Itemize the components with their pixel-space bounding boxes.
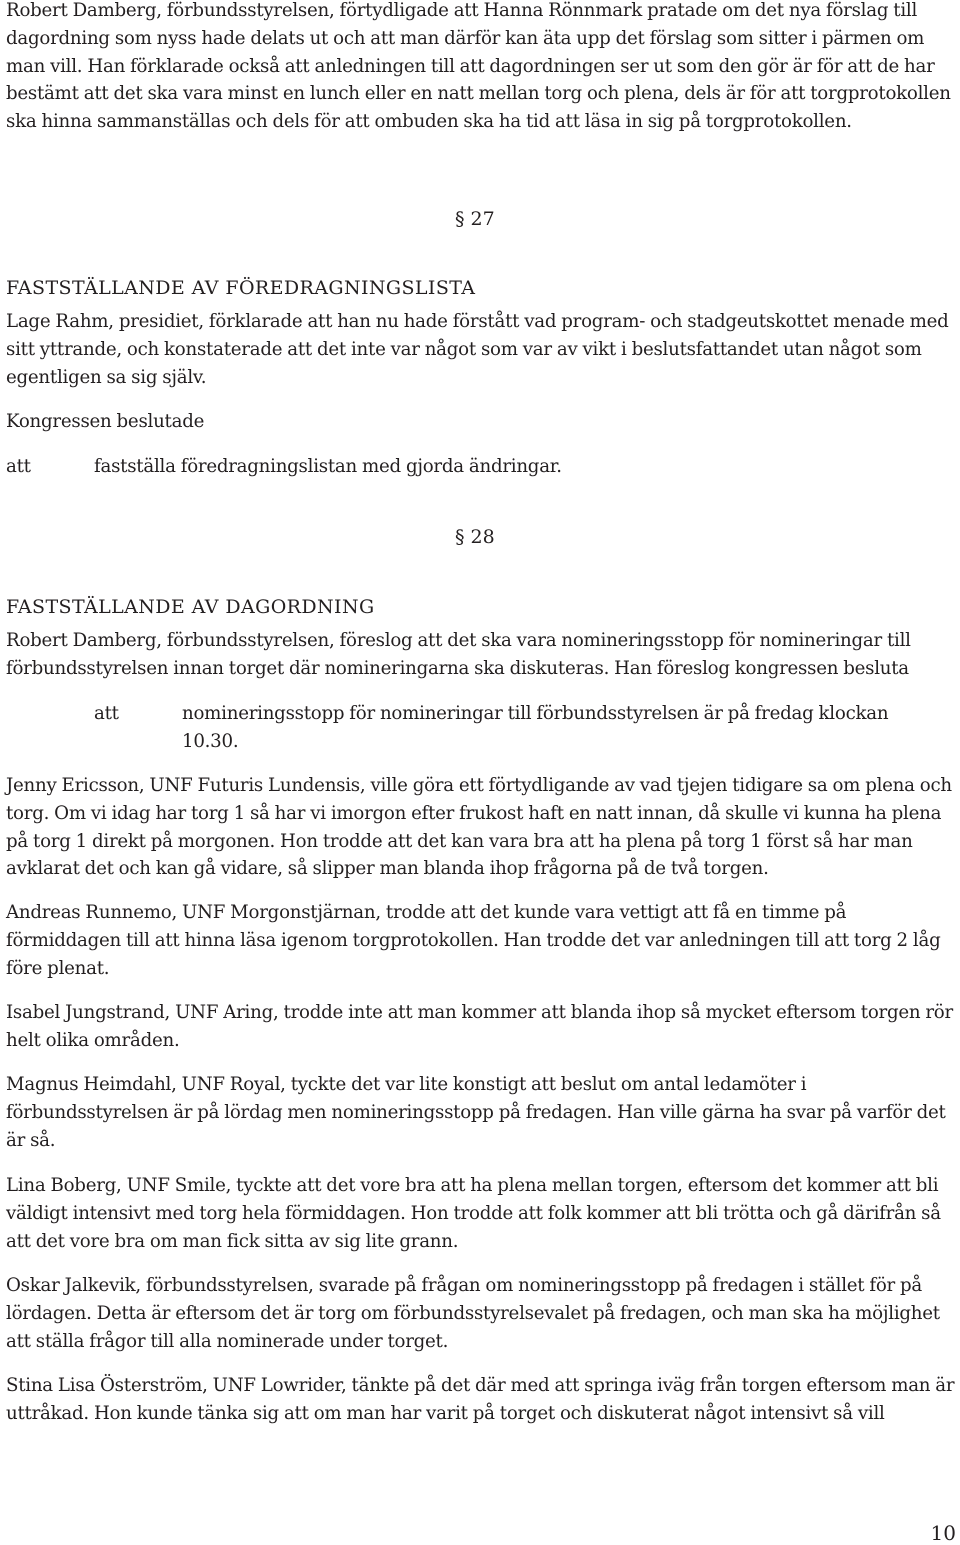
heading-faststallande-dagordning: FASTSTÄLLANDE AV DAGORDNING: [6, 596, 375, 618]
paragraph-jungstrand: Isabel Jungstrand, UNF Aring, trodde inte att man kommer att blanda ihop så mycket eftersom torgen rör helt olika områden.: [6, 1002, 953, 1051]
paragraph-rahm: Lage Rahm, presidiet, förklarade att han nu hade förstått vad program- och stadgeutskottet menade med sitt yttrande, och konstaterade att det inte var något som var av vikt i beslutsfattandet utan något som egentligen sa sig själv.: [6, 311, 949, 388]
proposal-att-label: att: [94, 703, 119, 724]
paragraph-jalkevik: Oskar Jalkevik, förbundsstyrelsen, svarade på frågan om nomineringsstopp på fredagen i stället för på lördagen. Detta är eftersom det är torg om förbundsstyrelsevalet på fredagen, och man ska ha möjlighet att ställa frågor till alla nominerade under torget.: [6, 1275, 940, 1352]
heading-faststallande-foredragningslista: FASTSTÄLLANDE AV FÖREDRAGNINGSLISTA: [6, 277, 476, 299]
proposal-text: nomineringsstopp för nomineringar till förbundsstyrelsen är på fredag klockan 10.30.: [182, 703, 889, 752]
page-number: 10: [930, 1521, 956, 1545]
section-mark-27: § 27: [455, 208, 495, 230]
paragraph-runnemo: Andreas Runnemo, UNF Morgonstjärnan, trodde att det kunde vara vettigt att få en timme på förmiddagen till att hinna läsa igenom torgprotokollen. Han trodde det var anledningen till att torg 2 låg före plenat.: [6, 902, 941, 979]
decision-text: fastställa föredragningslistan med gjorda ändringar.: [94, 456, 562, 477]
decision-att-label: att: [6, 456, 31, 477]
paragraph-boberg: Lina Boberg, UNF Smile, tyckte att det vore bra att ha plena mellan torgen, eftersom det kommer att bli väldigt intensivt med torg hela förmiddagen. Hon trodde att folk kommer att bli trötta och gå därifrån så att det vore bra om man fick sitta av sig lite grann.: [6, 1175, 941, 1252]
section-mark-28: § 28: [455, 526, 495, 548]
decision-intro: Kongressen beslutade: [6, 411, 205, 432]
paragraph-ericsson: Jenny Ericsson, UNF Futuris Lundensis, ville göra ett förtydligande av vad tjejen tidigare sa om plena och torg. Om vi idag har torg 1 så har vi imorgon efter frukost haft en natt innan, då skulle vi kunna ha plena på torg 1 direkt på morgonen. Hon trodde att det kan vara bra att ha plena på torg 1 först så har man avklarat det och kan gå vidare, så slipper man blanda ihop frågorna på de två torgen.: [6, 775, 952, 880]
paragraph-damberg-intro: Robert Damberg, förbundsstyrelsen, förtydligade att Hanna Rönnmark pratade om det nya förslag till dagordning som nyss hade delats ut och att man därför kan äta upp det förslag som sitter i pärmen om man vill. Han förklarade också att anledningen till att dagordningen ser ut som den gör är för att de har bestämt att det ska vara minst en lunch eller en natt mellan torg och plena, dels är för att torgprotokollen ska hinna sammanställas och dels för att ombuden ska ha tid att läsa in sig på torgprotokollen.: [6, 0, 951, 133]
paragraph-osterstrom: Stina Lisa Österström, UNF Lowrider, tänkte på det där med att springa iväg från torgen eftersom man är uttråkad. Hon kunde tänka sig att om man har varit på torget och diskuterat något intensivt så vill: [6, 1375, 955, 1424]
paragraph-heimdahl: Magnus Heimdahl, UNF Royal, tyckte det var lite konstigt att beslut om antal ledamöter i förbundsstyrelsen är på lördag men nomineringsstopp på fredagen. Han ville gärna ha svar på varför det är så.: [6, 1074, 946, 1151]
paragraph-damberg-proposal: Robert Damberg, förbundsstyrelsen, föreslog att det ska vara nomineringsstopp för nomineringar till förbundsstyrelsen innan torget där nomineringarna ska diskuteras. Han föreslog kongressen besluta: [6, 630, 911, 679]
